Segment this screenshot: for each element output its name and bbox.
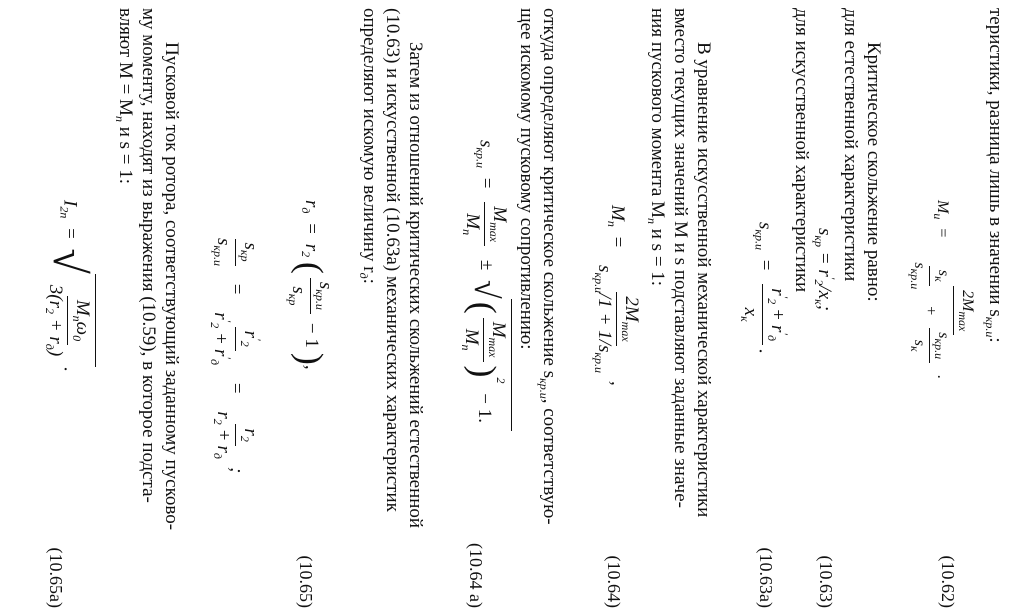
eq-denominator — [42, 281, 67, 360]
text-line-9 — [515, 8, 537, 350]
eq-operator: = — [475, 177, 497, 189]
eq-sub: к — [812, 299, 826, 305]
eq-symbol: + r — [45, 314, 66, 344]
eq-sub: кр.и — [752, 229, 767, 251]
eq-sub: кр.и — [313, 289, 327, 310]
eq-numerator — [953, 286, 976, 335]
text-line-13 — [160, 42, 182, 530]
eq-denominator — [210, 407, 235, 463]
eq-sub: д — [299, 207, 314, 214]
eq-punct: . — [59, 367, 81, 372]
eq-sub: max — [486, 337, 500, 358]
eq-sup: ′ — [250, 338, 264, 341]
eq-sub: 2 — [765, 298, 779, 305]
eq-operator: + — [210, 333, 231, 344]
eq-sqrt-body — [42, 274, 96, 367]
text-span: Затем из отношений критических скольжений естественной — [405, 42, 426, 529]
eq-numerator — [235, 239, 261, 266]
text-line-5 — [692, 42, 714, 517]
eq-numerator — [67, 296, 93, 345]
eq-fraction — [207, 308, 264, 369]
equation-number: (10.63) — [816, 555, 836, 608]
eq-symbol: s — [475, 140, 497, 148]
eq-sup: 2 — [494, 377, 509, 384]
eq-sub: 0 — [70, 335, 84, 342]
eq-symbol: M — [489, 206, 511, 223]
text-span: для искусственной характеристики — [791, 8, 812, 293]
eq-symbol: M — [933, 200, 951, 214]
eq-symbol: s — [594, 265, 615, 273]
eq-punct: , — [301, 364, 323, 370]
text-span: му моменту, находят из выражения (10.59), в которое подста- — [138, 8, 159, 503]
text-span: (10.63) и искусственной (10.63а) механических характеристик — [382, 8, 403, 512]
eq-sub: кр — [286, 293, 300, 306]
eq-symbol: r — [301, 243, 323, 252]
eq-fraction — [907, 250, 976, 371]
equation-10-65 — [285, 200, 336, 370]
text-line-10 — [404, 42, 426, 528]
eq-paren: ( — [463, 301, 504, 314]
eq-paren: ( — [290, 261, 331, 274]
equation-10-64 — [591, 205, 642, 386]
sqrt-radical-icon: √ — [44, 248, 95, 274]
text-span: вместо текущих значений M и s подставляют заданные значе- — [670, 8, 691, 508]
text-line-15 — [109, 8, 136, 184]
eq-symbol: 3(r — [45, 284, 66, 309]
eq-symbol: r — [213, 445, 234, 453]
text-span: В уравнение искусственной механической характеристики — [693, 42, 714, 518]
eq-denominator — [907, 258, 929, 293]
eq-operator: − 1 — [301, 322, 323, 348]
text-line-7 — [641, 8, 668, 286]
eq-numerator — [616, 292, 642, 345]
eq-paren: ) — [463, 365, 504, 378]
eq-numerator — [235, 327, 264, 351]
equation-number: (10.65а) — [46, 547, 66, 608]
eq-sub: кр — [812, 235, 826, 248]
eq-fraction — [591, 261, 642, 377]
eq-numerator — [310, 278, 336, 314]
eq-fraction — [42, 281, 93, 360]
eq-denominator — [460, 209, 485, 239]
text-line-1 — [979, 8, 1006, 343]
eq-symbol: I — [59, 200, 81, 207]
eq-sup: ′ — [777, 295, 791, 299]
text-span: , соответствую- — [539, 398, 560, 525]
equation-number: (10.64 а) — [466, 543, 486, 608]
eq-operator: = — [754, 259, 776, 271]
text-span: Пусковой ток ротора, соответствующий заданному пусково- — [161, 42, 182, 531]
eq-fraction — [907, 258, 952, 293]
eq-sub: п — [605, 220, 620, 227]
eq-sqrt-body — [458, 299, 512, 431]
text-sub: кр.и — [537, 378, 551, 399]
eq-operator: + — [921, 306, 939, 316]
eq-operator: + — [767, 309, 788, 320]
text-line-2 — [862, 42, 884, 302]
eq-symbol: s — [814, 228, 835, 236]
eq-numerator — [485, 202, 511, 246]
eq-operator: = — [933, 228, 951, 238]
eq-sub: д — [211, 452, 225, 459]
eq-symbol: r — [301, 200, 323, 208]
text-line-11 — [381, 8, 403, 512]
text-line-12 — [353, 8, 380, 284]
eq-sub: кр.и — [211, 245, 225, 267]
eq-symbol: r — [240, 428, 261, 436]
text-sub: п — [645, 218, 659, 225]
eq-fraction — [210, 407, 261, 463]
eq-denominator — [210, 234, 235, 270]
eq-operator: = — [226, 283, 248, 295]
eq-symbol: s — [754, 222, 776, 230]
eq-operator: − 1. — [474, 393, 496, 423]
eq-symbol: r — [213, 411, 234, 419]
eq-symbol: /1 + 1/s — [594, 293, 615, 353]
text-sub: п — [113, 115, 127, 122]
eq-sub: кр.и — [908, 268, 922, 290]
eq-operator: = — [301, 223, 323, 234]
text-line-3 — [839, 8, 861, 281]
eq-symbol: ω — [72, 321, 93, 336]
eq-sub: кр.и — [932, 338, 946, 360]
equation-10-62 — [907, 200, 976, 379]
eq-operator: ± — [475, 259, 497, 271]
eq-sub: кр.и — [592, 272, 606, 294]
eq-fraction — [907, 328, 952, 363]
eq-sup: ′ — [777, 332, 791, 336]
eq-sub: кр.и — [473, 147, 488, 169]
eq-operator: = — [607, 236, 629, 248]
equation-10-63 — [811, 228, 838, 311]
text-span: щее искомому пусковому сопротивлению: — [516, 8, 537, 350]
eq-sub: max — [487, 222, 502, 243]
text-line-4 — [790, 8, 812, 292]
equation-number: (10.65) — [296, 555, 316, 608]
text-span: Критическое скольжение равно: — [863, 42, 884, 302]
eq-symbol: M — [461, 328, 482, 345]
eq-punct: ; — [814, 304, 835, 312]
text-span: и s = 1: — [647, 228, 668, 287]
text-sub: кр.и — [983, 316, 997, 338]
eq-operator: + — [213, 429, 234, 441]
eq-sup: ′ — [220, 356, 234, 360]
eq-fraction — [458, 318, 509, 362]
eq-sub: п — [70, 315, 84, 322]
equation-ratio-chain — [207, 230, 264, 473]
eq-symbol: M — [488, 321, 509, 338]
eq-symbol: M — [607, 205, 629, 221]
eq-sup: ′ — [220, 319, 234, 323]
text-span: вляют M = M — [115, 8, 136, 116]
equation-number: (10.62) — [938, 555, 958, 608]
eq-sub: 2 — [299, 251, 314, 258]
text-span: и s = 1: — [115, 126, 136, 185]
eq-sub: к — [738, 316, 752, 322]
eq-symbol: s — [240, 242, 261, 250]
eq-sub: к — [932, 276, 946, 282]
eq-sub: 2 — [43, 308, 57, 315]
text-line-8 — [533, 8, 560, 525]
eq-numerator — [762, 284, 791, 345]
eq-numerator — [929, 266, 952, 286]
eq-symbol: s — [911, 339, 928, 346]
eq-fraction — [285, 278, 336, 314]
eq-sub: 2 — [238, 340, 252, 347]
eq-sub: max — [956, 311, 970, 332]
eq-denominator — [737, 304, 762, 326]
eq-sub: max — [619, 321, 633, 342]
equation-number: (10.64) — [604, 555, 624, 608]
eq-fraction — [460, 202, 511, 246]
text-line-6 — [669, 8, 691, 508]
text-span: теристики, разница лишь в значении s — [985, 8, 1006, 317]
eq-sub: 2п — [57, 206, 72, 219]
eq-numerator — [235, 424, 261, 445]
eq-symbol: r — [210, 349, 231, 357]
eq-sub: 2 — [238, 435, 252, 442]
eq-sub: 2 — [208, 322, 222, 329]
eq-symbol: ) — [45, 349, 66, 357]
eq-sub: кр — [238, 249, 252, 262]
eq-sub: п — [459, 344, 473, 351]
text-line-14 — [137, 8, 159, 503]
eq-fraction — [737, 284, 791, 345]
equation-10-65a — [42, 200, 96, 372]
eq-symbol: M — [72, 299, 93, 316]
eq-symbol: = r — [814, 247, 835, 277]
eq-symbol: s — [213, 238, 234, 246]
eq-sub: д — [208, 359, 222, 366]
eq-sub: 2 — [812, 279, 826, 286]
eq-denominator — [207, 308, 235, 369]
equation-10-64a — [458, 140, 512, 431]
eq-sub: п — [460, 229, 475, 236]
eq-symbol: s — [288, 286, 309, 294]
eq-denominator — [907, 336, 929, 356]
eq-paren: ) — [290, 352, 331, 365]
eq-numerator — [929, 328, 952, 363]
eq-sqrt — [458, 280, 512, 431]
text-span: : — [985, 337, 1006, 343]
eq-numerator — [483, 318, 509, 362]
text-span: для естественной характеристики — [840, 8, 861, 282]
text-sub: д — [357, 272, 371, 279]
eq-sub: 2 — [211, 418, 225, 425]
eq-symbol: r — [210, 312, 231, 320]
eq-sub: д — [43, 343, 57, 350]
eq-denominator — [591, 261, 616, 377]
text-span: ния пускового момента M — [647, 8, 668, 219]
eq-sub: кр.и — [592, 352, 606, 373]
eq-operator: = — [226, 382, 248, 394]
eq-fraction — [210, 234, 261, 270]
eq-symbol: r — [240, 330, 261, 339]
eq-symbol: s — [911, 262, 928, 269]
text-span: определяют искомую величину r — [359, 8, 380, 273]
eq-sup: ′ — [824, 276, 838, 280]
eq-denominator — [285, 282, 310, 309]
eq-symbol: /x — [814, 285, 835, 300]
eq-symbol: s — [315, 281, 336, 290]
eq-symbol: x — [740, 307, 761, 317]
eq-denominator — [458, 325, 483, 355]
eq-symbol: M — [462, 213, 484, 230]
equation-10-63a — [737, 222, 791, 354]
text-span: откуда определяют критическое скольжение s — [539, 8, 560, 379]
eq-punct: , — [607, 380, 629, 386]
eq-denominator — [907, 250, 953, 371]
text-span: : — [359, 278, 380, 284]
eq-symbol: r — [767, 288, 788, 296]
eq-symbol: s — [935, 332, 952, 339]
sqrt-radical-icon: √ — [467, 280, 504, 299]
eq-symbol: r — [767, 325, 788, 333]
eq-sub: д — [765, 335, 779, 342]
eq-punct: . — [933, 375, 951, 380]
eq-sub: и — [930, 213, 945, 220]
eq-symbol: 2M — [621, 296, 642, 322]
eq-symbol: s — [935, 269, 952, 277]
eq-operator: = — [59, 228, 81, 239]
eq-punct: . — [754, 349, 776, 354]
eq-sub: к — [908, 345, 922, 352]
eq-sqrt — [42, 249, 96, 368]
eq-symbol: 2M — [959, 290, 976, 312]
eq-punct: ; — [226, 466, 248, 474]
equation-number: (10.63а) — [756, 547, 776, 608]
